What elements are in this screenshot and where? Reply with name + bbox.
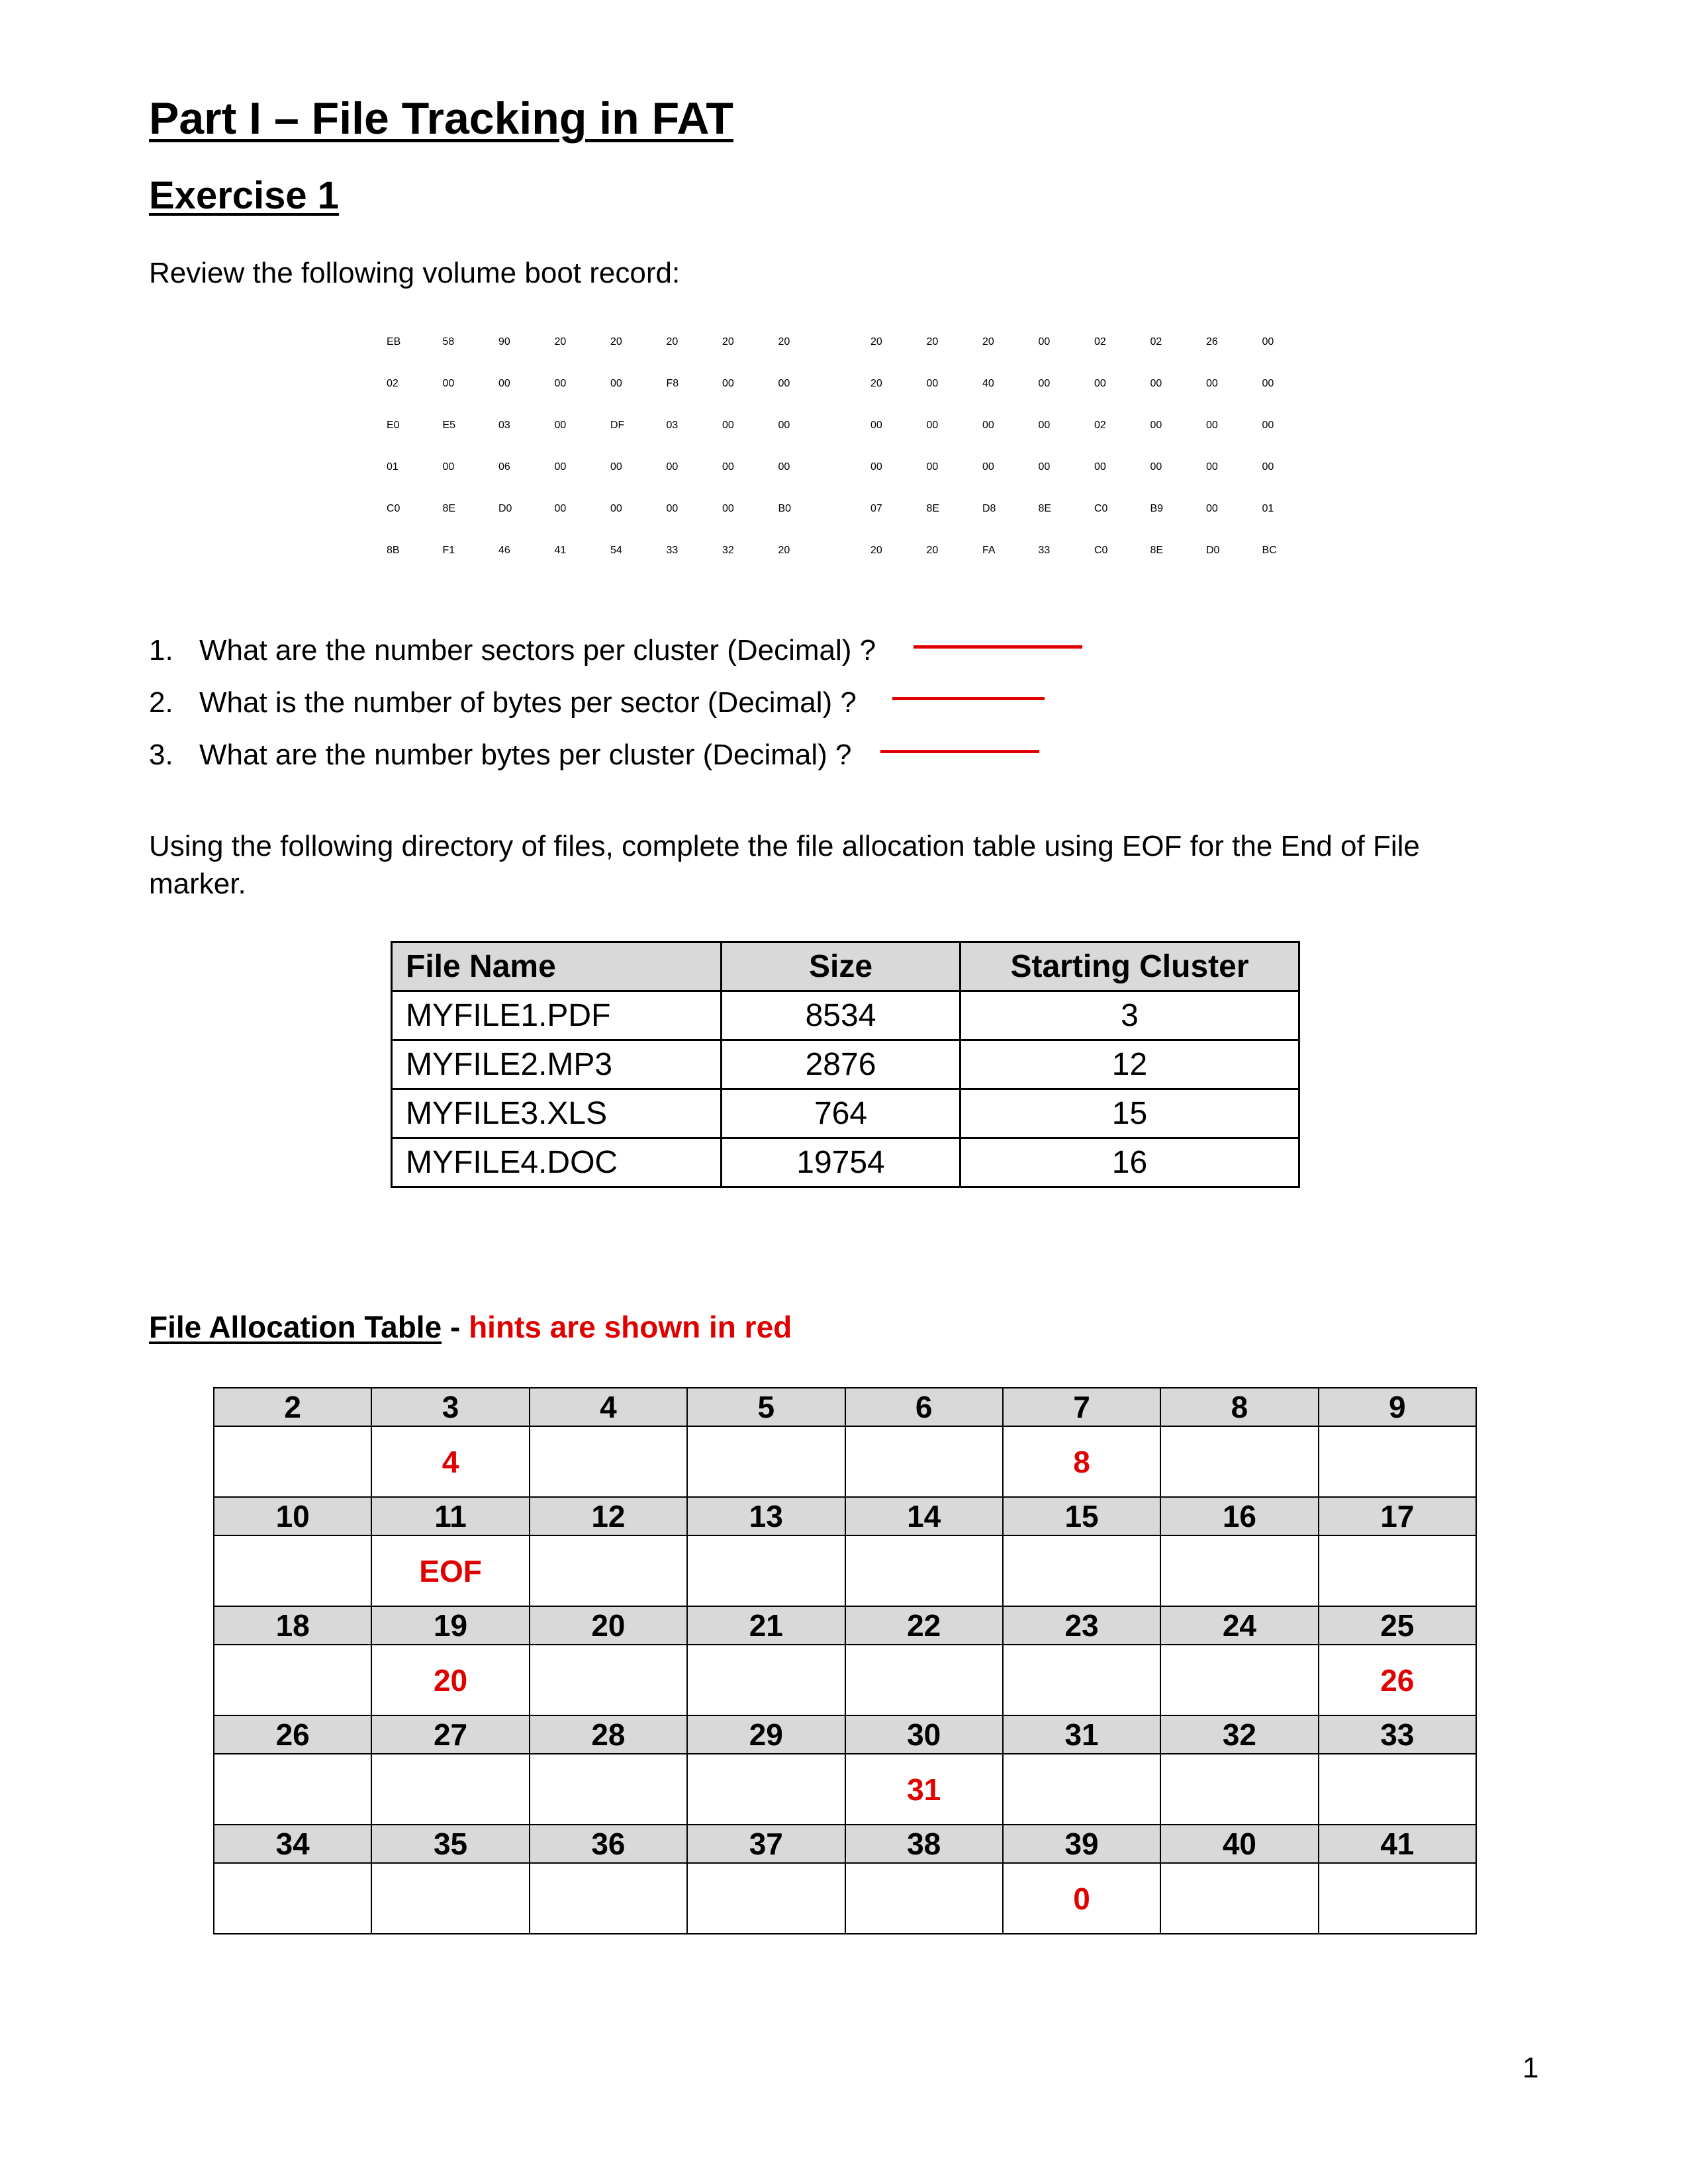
hex-byte: 00 [722,461,734,473]
cluster-number: 17 [1319,1497,1476,1535]
fat-entry-cell[interactable] [530,1754,687,1825]
hex-byte: 00 [1262,461,1274,473]
hex-byte: 00 [926,461,939,473]
fat-hint-note: hints are shown in red [469,1310,792,1344]
cluster-number: 3 [371,1388,529,1426]
file-name-cell: MYFILE1.PDF [392,991,722,1040]
hex-byte: 00 [926,420,939,431]
fat-heading [149,1309,792,1345]
hex-byte: F8 [666,378,679,389]
fat-entry-row [214,1863,1476,1934]
fat-entry-cell[interactable] [530,1535,687,1606]
hex-byte: 20 [870,336,882,347]
hex-byte: 07 [870,503,882,514]
hex-byte: 06 [498,461,510,473]
cluster-number: 19 [371,1606,529,1645]
hex-byte: D0 [498,503,512,514]
hex-row [870,336,1318,348]
starting-cluster-cell: 3 [961,991,1299,1040]
directory-table [391,941,1300,1188]
cluster-number: 15 [1003,1497,1160,1535]
hex-byte: 00 [778,378,790,389]
hex-byte: 26 [1206,336,1218,347]
question-text: What is the number of bytes per sector (Decimal) ? [199,686,857,719]
hex-byte: 00 [554,420,567,431]
fat-entry-cell[interactable]: 4 [371,1426,529,1497]
cluster-number: 35 [371,1825,529,1863]
cluster-number: 41 [1319,1825,1476,1863]
fat-entry-row [214,1426,1476,1497]
instructions-text: Using the following directory of files, complete the file allocation table using EOF for the End of File marker. [149,830,1420,900]
cluster-number: 24 [1160,1606,1318,1645]
question-number: 3. [149,739,173,771]
hex-byte: 46 [498,545,510,556]
hex-byte: 20 [982,336,994,347]
fat-entry-cell[interactable] [1319,1535,1476,1606]
file-name-cell: MYFILE3.XLS [392,1089,722,1138]
cluster-number: 12 [530,1497,687,1535]
fat-entry-cell[interactable] [371,1754,529,1825]
hex-row [870,545,1318,557]
file-name-cell: MYFILE2.MP3 [392,1040,722,1089]
hex-byte: 00 [1038,420,1051,431]
hex-byte: 03 [666,420,679,431]
hex-byte: 00 [982,461,994,473]
hex-byte: 20 [722,336,734,347]
hex-byte: D0 [1206,545,1220,556]
hex-byte: 20 [926,545,939,556]
hex-byte: E0 [387,420,400,431]
fat-entry-cell[interactable] [1160,1754,1318,1825]
hex-byte: 00 [554,503,567,514]
question-1 [149,634,876,667]
hex-byte: 00 [1038,461,1051,473]
hex-byte: 00 [1206,503,1218,514]
hex-byte: 8E [1150,545,1164,556]
fat-entry-cell[interactable] [214,1645,371,1715]
hex-byte: 02 [1094,336,1106,347]
fat-entry-cell[interactable] [687,1754,845,1825]
hex-byte: 00 [926,378,939,389]
cluster-number: 21 [687,1606,845,1645]
fat-entry-cell[interactable] [1160,1426,1318,1497]
fat-entry-cell[interactable] [1160,1863,1318,1934]
fat-entry-row [214,1754,1476,1825]
starting-cluster-cell: 15 [961,1089,1299,1138]
cluster-number: 39 [1003,1825,1160,1863]
fat-entry-cell[interactable]: 8 [1003,1426,1160,1497]
answer-line-1[interactable] [914,645,1082,649]
cluster-number: 30 [845,1715,1003,1754]
fat-entry-cell[interactable] [214,1754,371,1825]
hex-byte: 00 [1094,378,1106,389]
cluster-number: 40 [1160,1825,1318,1863]
hex-byte: 00 [982,420,994,431]
cluster-number: 31 [1003,1715,1160,1754]
cluster-number: 7 [1003,1388,1160,1426]
fat-entry-row [214,1535,1476,1606]
hex-byte: B0 [778,503,792,514]
cluster-number: 16 [1160,1497,1318,1535]
cluster-number: 37 [687,1825,845,1863]
cluster-number: 22 [845,1606,1003,1645]
cluster-number: 33 [1319,1715,1476,1754]
hex-byte: 02 [1094,420,1106,431]
hex-byte: C0 [1094,545,1108,556]
hex-byte: DF [610,420,625,431]
cluster-number: 29 [687,1715,845,1754]
hex-byte: 00 [722,420,734,431]
fat-entry-cell[interactable] [530,1863,687,1934]
cluster-number: 34 [214,1825,371,1863]
hex-byte: E5 [442,420,456,431]
cluster-number: 27 [371,1715,529,1754]
cluster-number: 5 [687,1388,845,1426]
fat-entry-cell[interactable] [1319,1426,1476,1497]
hex-byte: D8 [982,503,996,514]
fat-entry-cell[interactable] [687,1863,845,1934]
fat-entry-cell[interactable] [1160,1535,1318,1606]
hex-byte: 20 [666,336,679,347]
fat-entry-cell[interactable] [1319,1863,1476,1934]
fat-entry-cell[interactable] [845,1426,1003,1497]
hex-byte: 00 [1262,378,1274,389]
hex-byte: 00 [778,461,790,473]
fat-entry-cell[interactable] [845,1535,1003,1606]
cluster-number: 6 [845,1388,1003,1426]
hex-byte: 00 [554,461,567,473]
hex-byte: 00 [778,420,790,431]
table-header-row [392,942,1299,991]
cluster-number: 2 [214,1388,371,1426]
fat-entry-cell[interactable] [530,1426,687,1497]
exercise-heading: Exercise 1 [149,174,340,217]
hex-byte: 00 [1038,378,1051,389]
intro-text: Review the following volume boot record: [149,257,680,289]
question-text: What are the number sectors per cluster (Decimal) ? [199,634,876,666]
hex-byte: 00 [722,503,734,514]
hex-byte: 00 [498,378,510,389]
hex-byte: EB [387,336,401,347]
cluster-number: 25 [1319,1606,1476,1645]
fat-entry-cell[interactable]: 31 [845,1754,1003,1825]
hex-byte: 32 [722,545,734,556]
hex-byte: 00 [666,461,679,473]
cluster-number: 23 [1003,1606,1160,1645]
hex-byte: 20 [778,336,790,347]
hex-byte: 00 [1206,378,1218,389]
page-number: 1 [1523,2052,1539,2084]
question-number: 1. [149,634,173,666]
fat-entry-cell[interactable] [530,1645,687,1715]
size-cell: 19754 [722,1138,961,1187]
table-row [392,1138,1299,1187]
starting-cluster-cell: 12 [961,1040,1299,1089]
hex-byte: B9 [1150,503,1164,514]
fat-cluster-row [214,1825,1476,1863]
hex-byte: 00 [870,461,882,473]
fat-entry-cell[interactable]: EOF [371,1535,529,1606]
hex-byte: 8E [926,503,940,514]
page-title: Part I – File Tracking in FAT [149,93,733,144]
cluster-number: 32 [1160,1715,1318,1754]
cluster-number: 9 [1319,1388,1476,1426]
hex-byte: 8E [1038,503,1052,514]
cluster-number: 4 [530,1388,687,1426]
hex-byte: 00 [1262,420,1274,431]
fat-entry-cell[interactable] [1160,1645,1318,1715]
fat-entry-cell[interactable] [214,1426,371,1497]
file-allocation-table [213,1387,1477,1934]
file-name-cell: MYFILE4.DOC [392,1138,722,1187]
col-file-name: File Name [392,942,722,991]
table-row [392,991,1299,1040]
hex-byte: C0 [1094,503,1108,514]
hex-byte: 8B [387,545,400,556]
hex-byte: BC [1262,545,1277,556]
hex-byte: 54 [610,545,622,556]
hex-byte: 00 [1206,420,1218,431]
hex-row [870,503,1318,515]
fat-entry-cell[interactable]: 20 [371,1645,529,1715]
hex-byte: 00 [442,461,455,473]
fat-entry-cell[interactable] [1003,1645,1160,1715]
size-cell: 8534 [722,991,961,1040]
hex-row [870,378,1318,390]
hex-byte: 20 [554,336,567,347]
hex-byte: 41 [554,545,567,556]
hex-byte: 90 [498,336,510,347]
cluster-number: 8 [1160,1388,1318,1426]
hex-byte: 01 [387,461,399,473]
cluster-number: 10 [214,1497,371,1535]
hex-row [870,461,1318,473]
hex-byte: 33 [1038,545,1051,556]
fat-entry-cell[interactable] [371,1863,529,1934]
table-row [392,1040,1299,1089]
hex-row [387,336,834,348]
fat-cluster-row [214,1497,1476,1535]
starting-cluster-cell: 16 [961,1138,1299,1187]
hex-row [387,545,834,557]
hex-byte: 33 [666,545,679,556]
hex-byte: F1 [442,545,455,556]
hex-byte: C0 [387,503,400,514]
fat-entry-cell[interactable]: 0 [1003,1863,1160,1934]
hex-byte: 02 [387,378,399,389]
fat-entry-cell[interactable] [687,1645,845,1715]
cluster-number: 36 [530,1825,687,1863]
answer-line-2[interactable] [892,697,1045,700]
fat-entry-cell[interactable] [1319,1754,1476,1825]
hex-byte: 58 [442,336,455,347]
fat-entry-cell[interactable] [845,1863,1003,1934]
hex-byte: 00 [610,378,622,389]
hex-byte: 00 [1206,461,1218,473]
cluster-number: 11 [371,1497,529,1535]
cluster-number: 20 [530,1606,687,1645]
size-cell: 764 [722,1089,961,1138]
hex-byte: 01 [1262,503,1274,514]
col-starting-cluster: Starting Cluster [961,942,1299,991]
question-text: What are the number bytes per cluster (Decimal) ? [199,739,852,771]
hex-row [387,378,834,390]
question-3 [149,739,852,772]
fat-entry-cell[interactable] [687,1535,845,1606]
hex-row [387,503,834,515]
cluster-number: 38 [845,1825,1003,1863]
hex-byte: 00 [870,420,882,431]
fat-entry-cell[interactable] [214,1535,371,1606]
hex-byte: 40 [982,378,994,389]
hex-row [870,420,1318,432]
hex-byte: 00 [1262,336,1274,347]
hex-byte: 00 [610,461,622,473]
hex-byte: 00 [610,503,622,514]
cluster-number: 13 [687,1497,845,1535]
hex-row [387,420,834,432]
hex-byte: 00 [1150,378,1162,389]
cluster-number: 18 [214,1606,371,1645]
hex-byte: 00 [1038,336,1051,347]
fat-entry-cell[interactable] [845,1645,1003,1715]
fat-entry-cell[interactable] [1003,1535,1160,1606]
col-size: Size [722,942,961,991]
fat-cluster-row [214,1388,1476,1426]
fat-entry-cell[interactable] [214,1863,371,1934]
hex-byte: 20 [870,545,882,556]
hex-byte: 20 [610,336,622,347]
hex-row [387,461,834,473]
hex-byte: 00 [1150,420,1162,431]
fat-heading-label: File Allocation Table [149,1310,442,1344]
hex-byte: FA [982,545,996,556]
fat-entry-cell[interactable] [1003,1754,1160,1825]
hex-byte: 20 [926,336,939,347]
fat-entry-cell[interactable] [687,1426,845,1497]
hex-byte: 20 [778,545,790,556]
hex-byte: 00 [554,378,567,389]
cluster-number: 28 [530,1715,687,1754]
cluster-number: 26 [214,1715,371,1754]
fat-cluster-row [214,1715,1476,1754]
fat-heading-sep: - [442,1310,469,1344]
fat-entry-row [214,1645,1476,1715]
fat-entry-cell[interactable]: 26 [1319,1645,1476,1715]
hex-byte: 00 [1150,461,1162,473]
question-number: 2. [149,686,173,719]
answer-line-3[interactable] [880,750,1039,753]
hex-byte: 00 [722,378,734,389]
hex-byte: 8E [442,503,456,514]
table-row [392,1089,1299,1138]
question-2 [149,686,857,719]
hex-byte: 00 [666,503,679,514]
hex-byte: 02 [1150,336,1162,347]
hex-byte: 20 [870,378,882,389]
cluster-number: 14 [845,1497,1003,1535]
hex-byte: 00 [442,378,455,389]
size-cell: 2876 [722,1040,961,1089]
hex-byte: 00 [1094,461,1106,473]
hex-byte: 03 [498,420,510,431]
fat-cluster-row [214,1606,1476,1645]
